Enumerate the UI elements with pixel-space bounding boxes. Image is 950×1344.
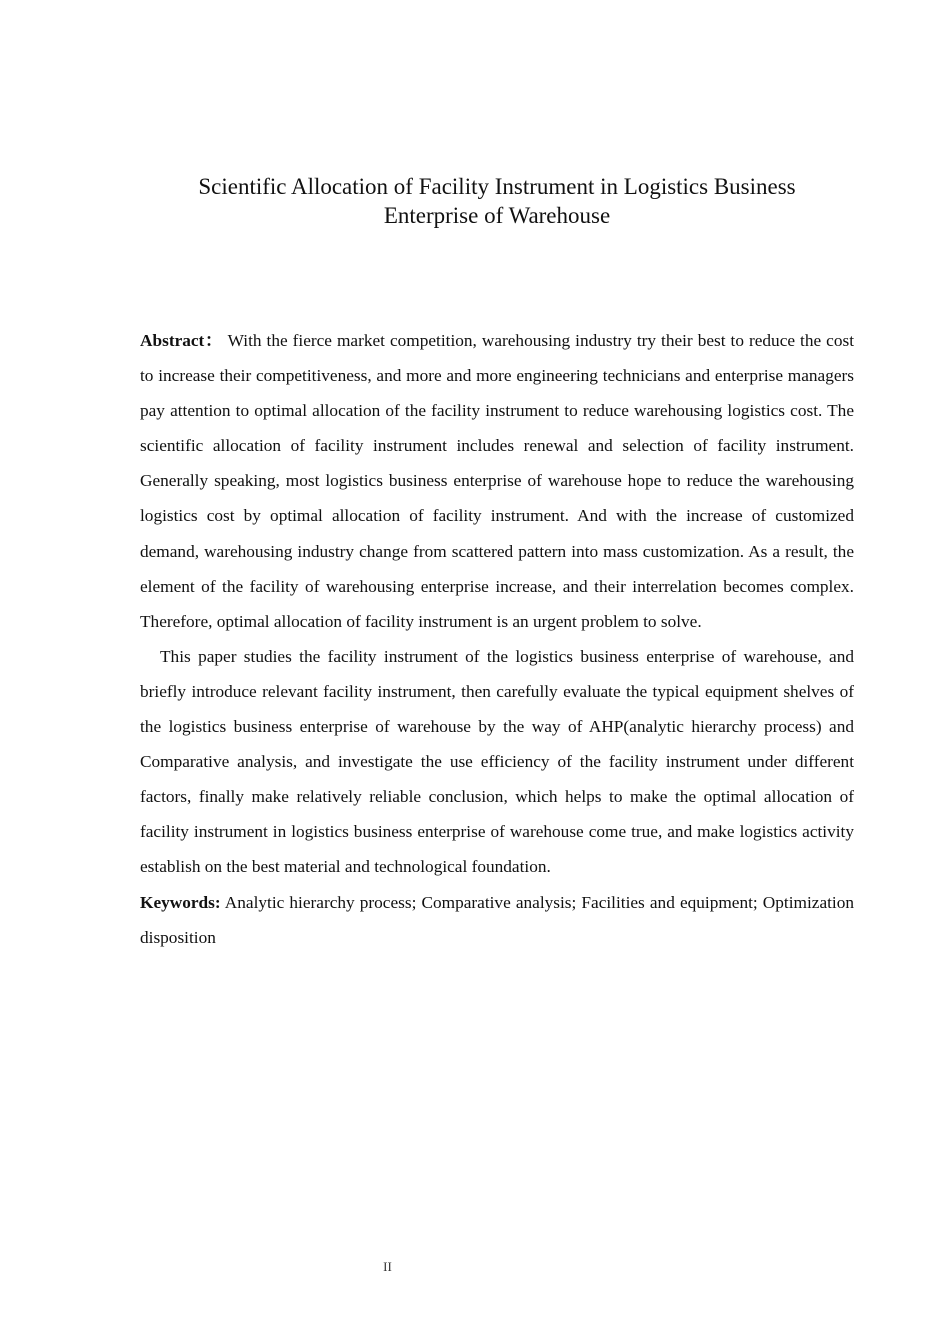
title-line-2: Enterprise of Warehouse [383,203,611,228]
abstract-paragraph-2: This paper studies the facility instrument of the logistics business enterprise of warehouse, and briefly introduce relevant facility instrument, then carefully evaluate the typical equipment shelves of the logistics business enterprise of warehouse by the way of AHP(analytic hierarchy process) and Comparative analysis, and investigate the use efficiency of the facility instrument under different factors, finally make relatively reliable conclusion, which helps to make the optimal allocation of facility instrument in logistics business enterprise of warehouse come true, and make logistics activity establish on the best material and technological foundation. [140,646,854,877]
keywords-paragraph [140,885,854,955]
abstract-paragraph-1 [140,323,854,639]
abstract-section [140,323,854,955]
abstract-text-1: With the fierce market competition, warehousing industry try their best to reduce the cost to increase their competitiveness, and more and more engineering technicians and enterprise managers pay attention to optimal allocation of the facility instrument to reduce warehousing logistics cost. The scientific allocation of facility instrument includes renewal and selection of facility instrument. Generally speaking, most logistics business enterprise of warehouse hope to reduce the warehousing logistics cost by optimal allocation of facility instrument. And with the increase of customized demand, warehousing industry change from scattered pattern into mass customization. As a result, the element of the facility of warehousing enterprise increase, and their interrelation becomes complex. Therefore, optimal allocation of facility instrument is an urgent problem to solve. [140,331,854,631]
page-number: II [383,1259,392,1274]
abstract-label: Abstract： [140,331,223,350]
keywords-label: Keywords: [140,892,221,912]
keywords-text: Analytic hierarchy process; Comparative analysis; Facilities and equipment; Optimization disposition [140,892,854,947]
paper-title [140,172,854,230]
title-line-1: Scientific Allocation of Facility Instrument in Logistics Business [198,174,796,199]
